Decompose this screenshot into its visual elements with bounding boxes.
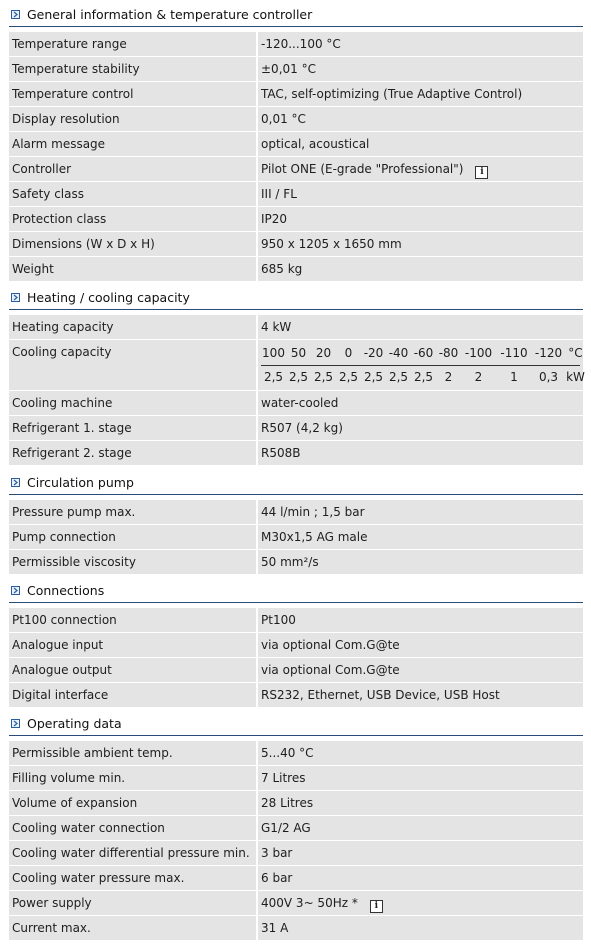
spec-value: 44 l/min ; 1,5 bar [256, 500, 583, 524]
cooling-temp-unit: °C [568, 346, 583, 360]
spec-value: 7 Litres [256, 766, 583, 790]
section-connections [9, 576, 583, 707]
spec-value: 400V 3~ 50Hz * [261, 896, 358, 910]
cooling-cap-unit: kW [566, 370, 585, 384]
cooling-temp-cell: -80 [438, 346, 459, 360]
spec-value: via optional Com.G@te [256, 658, 583, 682]
cooling-cap-cell: 2,5 [413, 370, 434, 384]
spec-value: ±0,01 °C [256, 57, 583, 81]
section-header[interactable] [9, 0, 583, 26]
spec-label: Temperature control [12, 87, 134, 101]
spec-label: Digital interface [12, 688, 109, 702]
spec-value: 950 x 1205 x 1650 mm [256, 232, 583, 256]
spec-row [9, 865, 583, 890]
spec-value: 685 kg [256, 257, 583, 281]
info-icon[interactable]: i [370, 900, 383, 913]
cooling-cap-cell: 0,3 [538, 370, 559, 384]
section-header[interactable] [9, 283, 583, 309]
spec-row [9, 206, 583, 231]
spec-value: 28 Litres [256, 791, 583, 815]
spec-value: 31 A [256, 916, 583, 940]
spec-label: Refrigerant 1. stage [12, 421, 132, 435]
spec-row [9, 549, 583, 574]
spec-row [9, 31, 583, 56]
spec-value: via optional Com.G@te [256, 633, 583, 657]
spec-row [9, 524, 583, 549]
spec-label: Temperature range [12, 37, 127, 51]
spec-row [9, 390, 583, 415]
spec-row [9, 314, 583, 339]
section-title: Operating data [27, 716, 122, 731]
spec-value: IP20 [256, 207, 583, 231]
spec-row [9, 156, 583, 181]
cooling-temp-cell: 100 [262, 346, 285, 360]
cooling-temp-cell: 0 [344, 346, 353, 360]
spec-row [9, 56, 583, 81]
spec-label: Alarm message [12, 137, 106, 151]
cooling-cap-cell: 2 [444, 370, 453, 384]
cooling-temperature-row [261, 340, 583, 364]
cooling-cap-cell: 2,5 [338, 370, 359, 384]
spec-value-container [256, 157, 583, 181]
section-divider [9, 735, 583, 736]
spec-row [9, 231, 583, 256]
cooling-temp-cell: -60 [413, 346, 434, 360]
section-header[interactable] [9, 576, 583, 602]
expand-arrow-icon[interactable] [11, 478, 20, 487]
section-divider [9, 26, 583, 27]
spec-value: M30x1,5 AG male [256, 525, 583, 549]
spec-value: R508B [256, 441, 583, 465]
cooling-cap-cell: 1 [510, 370, 518, 384]
section-title: Circulation pump [27, 475, 134, 490]
cooling-capacity-table [256, 340, 583, 390]
spec-row [9, 632, 583, 657]
spec-row [9, 181, 583, 206]
spec-label: Cooling water connection [12, 821, 165, 835]
cooling-cap-cell: 2,5 [263, 370, 284, 384]
spec-value: R507 (4,2 kg) [256, 416, 583, 440]
spec-label: Permissible ambient temp. [12, 746, 173, 760]
cooling-cap-cell: 2 [474, 370, 483, 384]
cooling-temp-cell: -110 [500, 346, 528, 360]
section-divider [9, 602, 583, 603]
spec-row [9, 815, 583, 840]
spec-row [9, 790, 583, 815]
spec-label: Filling volume min. [12, 771, 126, 785]
expand-arrow-icon[interactable] [11, 719, 20, 728]
cooling-cap-cell: 2,5 [363, 370, 384, 384]
spec-label: Cooling capacity [12, 345, 112, 359]
spec-label: Power supply [12, 896, 92, 910]
spec-row [9, 440, 583, 465]
spec-value: -120...100 °C [256, 32, 583, 56]
expand-arrow-icon[interactable] [11, 586, 20, 595]
spec-label: Controller [12, 162, 72, 176]
cooling-temp-cell: -40 [388, 346, 409, 360]
cooling-capacity-row [261, 364, 585, 388]
cooling-cap-cell: 2,5 [388, 370, 409, 384]
spec-value: G1/2 AG [256, 816, 583, 840]
spec-label: Current max. [12, 921, 91, 935]
spec-label: Cooling machine [12, 396, 113, 410]
section-title: Heating / cooling capacity [27, 290, 190, 305]
info-icon[interactable]: i [475, 166, 488, 179]
spec-label: Heating capacity [12, 320, 114, 334]
spec-label: Cooling water pressure max. [12, 871, 185, 885]
spec-label: Cooling water differential pressure min. [12, 846, 250, 860]
spec-value: optical, acoustical [256, 132, 583, 156]
spec-label: Weight [12, 262, 54, 276]
cooling-temp-cell: 50 [290, 346, 307, 360]
spec-row [9, 657, 583, 682]
cooling-cap-cell: 2,5 [288, 370, 309, 384]
spec-value: 4 kW [256, 315, 583, 339]
spec-label: Refrigerant 2. stage [12, 446, 132, 460]
section-divider [9, 494, 583, 495]
spec-row [9, 256, 583, 281]
spec-row [9, 682, 583, 707]
section-general [9, 0, 583, 281]
spec-value: Pilot ONE (E-grade "Professional") [261, 162, 464, 176]
spec-row [9, 890, 583, 915]
spec-value: 50 mm²/s [256, 550, 583, 574]
spec-row [9, 840, 583, 865]
cooling-temp-cell: -120 [534, 346, 563, 360]
section-operating-data [9, 709, 583, 940]
spec-row [9, 740, 583, 765]
cooling-temp-cell: -20 [363, 346, 384, 360]
spec-value: water-cooled [256, 391, 583, 415]
cooling-temp-cell: 20 [315, 346, 332, 360]
spec-value: 6 bar [256, 866, 583, 890]
spec-row [9, 915, 583, 940]
spec-label: Display resolution [12, 112, 120, 126]
section-divider [9, 309, 583, 310]
spec-value: 0,01 °C [256, 107, 583, 131]
expand-arrow-icon[interactable] [11, 293, 20, 302]
spec-label: Pump connection [12, 530, 116, 544]
expand-arrow-icon[interactable] [11, 10, 20, 19]
spec-value: III / FL [256, 182, 583, 206]
cooling-cap-cell: 2,5 [313, 370, 334, 384]
spec-label: Safety class [12, 187, 84, 201]
spec-label: Analogue output [12, 663, 112, 677]
spec-label: Protection class [12, 212, 107, 226]
spec-row [9, 131, 583, 156]
spec-label: Dimensions (W x D x H) [12, 237, 155, 251]
section-title: General information & temperature controller [27, 7, 313, 22]
spec-label: Temperature stability [12, 62, 140, 76]
spec-row [9, 339, 583, 390]
cooling-temp-cell: -100 [464, 346, 493, 360]
spec-value: 3 bar [256, 841, 583, 865]
spec-row [9, 81, 583, 106]
spec-row [9, 106, 583, 131]
spec-label: Permissible viscosity [12, 555, 136, 569]
section-heating-cooling [9, 283, 583, 465]
spec-value: RS232, Ethernet, USB Device, USB Host [256, 683, 583, 707]
spec-value: 5...40 °C [256, 741, 583, 765]
section-header[interactable] [9, 709, 583, 735]
spec-label: Pt100 connection [12, 613, 117, 627]
spec-value: TAC, self-optimizing (True Adaptive Control) [256, 82, 583, 106]
spec-label: Volume of expansion [12, 796, 138, 810]
section-title: Connections [27, 583, 105, 598]
section-header[interactable] [9, 468, 583, 494]
spec-row [9, 415, 583, 440]
spec-value-container [256, 891, 583, 915]
spec-row [9, 765, 583, 790]
spec-label: Pressure pump max. [12, 505, 136, 519]
spec-row [9, 607, 583, 632]
spec-label: Analogue input [12, 638, 104, 652]
section-circulation-pump [9, 468, 583, 574]
spec-value: Pt100 [256, 608, 583, 632]
spec-row [9, 499, 583, 524]
